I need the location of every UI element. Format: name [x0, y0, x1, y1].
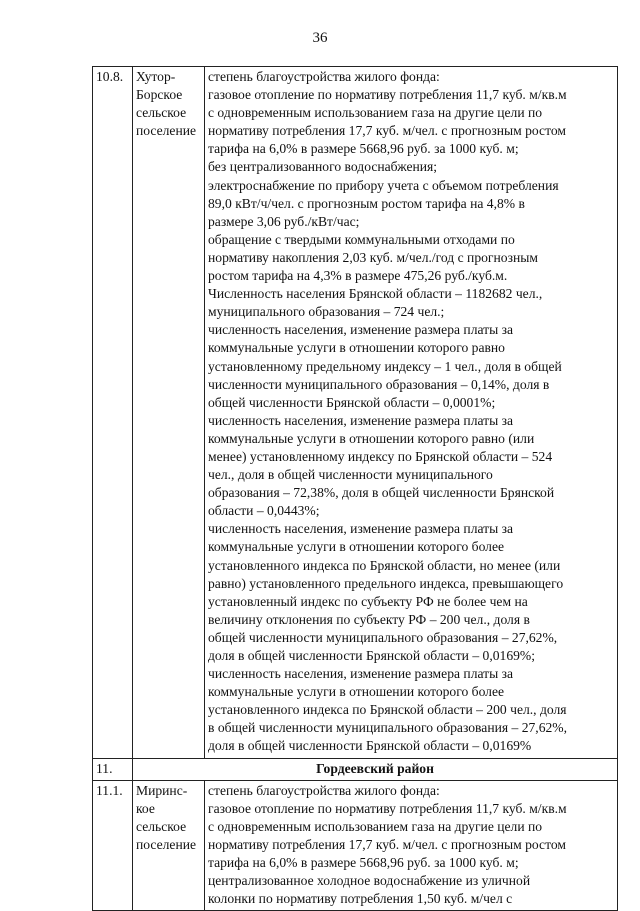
description-line: тарифа на 6,0% в размере 5668,96 руб. за 1000 куб. м;	[208, 141, 519, 157]
table-row	[93, 780, 618, 911]
description-line: ростом тарифа на 4,3% в размере 475,26 руб./куб.м.	[208, 268, 508, 284]
settlement-name-line: сельское	[136, 105, 187, 121]
settlement-name-line: Борское	[136, 87, 183, 103]
description-line: нормативу потребления 17,7 куб. м/чел. с прогнозным ростом	[208, 836, 566, 852]
row-number: 10.8.	[93, 67, 133, 759]
description-line: тарифа на 6,0% в размере 5668,96 руб. за 1000 куб. м;	[208, 855, 519, 871]
description-line: доля в общей численности Брянской области – 0,0169%;	[208, 648, 536, 663]
settlement-name	[133, 780, 205, 911]
description-line: нормативу потребления 17,7 куб. м/чел. с прогнозным ростом	[208, 123, 566, 139]
description-line: величину отклонения по субъекту РФ – 200 чел., доля в	[208, 611, 530, 627]
table-row	[93, 758, 618, 780]
description-line: доля в общей численности Брянской области – 0,0169%	[208, 738, 532, 754]
description-line: 89,0 кВт/ч/чел. с прогнозным ростом тарифа на 4,8% в	[208, 195, 525, 211]
data-table	[92, 66, 618, 911]
description-line: электроснабжение по прибору учета с объемом потребления	[208, 177, 559, 193]
description-line: степень благоустройства жилого фонда:	[208, 782, 440, 798]
description-line: газовое отопление по нормативу потребления 11,7 куб. м/кв.м	[208, 87, 567, 103]
description-line: колонки по нормативу потребления 1,50 куб. м/чел с	[208, 891, 513, 907]
description-cell	[205, 67, 618, 759]
description-line: в общей численности муниципального образования – 27,62%,	[208, 720, 568, 736]
description-line: численность населения, изменение размера платы за	[208, 521, 514, 537]
description-line: численность населения, изменение размера платы за	[208, 666, 514, 682]
settlement-name-line: Миринс-	[136, 782, 188, 798]
description-line: степень благоустройства жилого фонда:	[208, 69, 440, 84]
description-line: установленный индекс по субъекту РФ не более чем на	[208, 593, 528, 609]
description-line: равно) установленного предельного индекса, превышающего	[208, 575, 564, 591]
description-line: коммунальные услуги в отношении которого более	[208, 684, 505, 700]
description-line: коммунальные услуги в отношении которого равно	[208, 340, 505, 356]
description-line: газовое отопление по нормативу потребления 11,7 куб. м/кв.м	[208, 800, 567, 816]
description-line: установленного индекса по Брянской области, но менее (или	[208, 557, 561, 573]
description-line: общей численности Брянской области – 0,0001%;	[208, 394, 496, 410]
description-line: размере 3,06 руб./кВт/час;	[208, 213, 360, 229]
settlement-name-line: поселение	[136, 836, 197, 852]
description-line: общей численности муниципального образования – 27,62%,	[208, 629, 558, 645]
settlement-name-line: поселение	[136, 123, 197, 139]
description-line: установленному предельному индексу – 1 чел., доля в общей	[208, 358, 562, 374]
description-line: менее) установленному индексу по Брянской области – 524	[208, 448, 553, 464]
description-line: с одновременным использованием газа на другие цели по	[208, 105, 543, 121]
page-number: 36	[312, 30, 328, 46]
settlement-name-line: сельское	[136, 818, 187, 834]
description-line: численность населения, изменение размера платы за	[208, 412, 514, 428]
district-heading: Гордеевский район	[133, 758, 618, 780]
description-cell	[205, 780, 618, 911]
description-line: нормативу накопления 2,03 куб. м/чел./год с прогнозным	[208, 249, 538, 265]
description-line: области – 0,0443%;	[208, 503, 320, 519]
description-line: установленного индекса по Брянской области – 200 чел., доля	[208, 702, 567, 718]
description-line: численность населения, изменение размера платы за	[208, 322, 514, 338]
description-line: без централизованного водоснабжения;	[208, 159, 438, 175]
row-number: 11.1.	[93, 780, 133, 911]
description-line: муниципального образования – 724 чел.;	[208, 304, 445, 320]
row-number: 11.	[93, 758, 133, 780]
description-line: с одновременным использованием газа на другие цели по	[208, 818, 543, 834]
table-row	[93, 67, 618, 759]
settlement-name-line: Хутор-	[136, 69, 176, 84]
description-line: чел., доля в общей численности муниципального	[208, 467, 493, 483]
description-line: Численность населения Брянской области – 1182682 чел.,	[208, 286, 543, 302]
description-line: централизованное холодное водоснабжение из уличной	[208, 873, 531, 889]
settlement-name-line: кое	[136, 800, 155, 816]
description-line: образования – 72,38%, доля в общей численности Брянской	[208, 485, 555, 501]
description-line: численности муниципального образования – 0,14%, доля в	[208, 376, 550, 392]
description-line: коммунальные услуги в отношении которого более	[208, 539, 505, 555]
description-line: коммунальные услуги в отношении которого равно (или	[208, 430, 535, 446]
description-line: обращение с твердыми коммунальными отходами по	[208, 231, 515, 247]
settlement-name	[133, 67, 205, 759]
